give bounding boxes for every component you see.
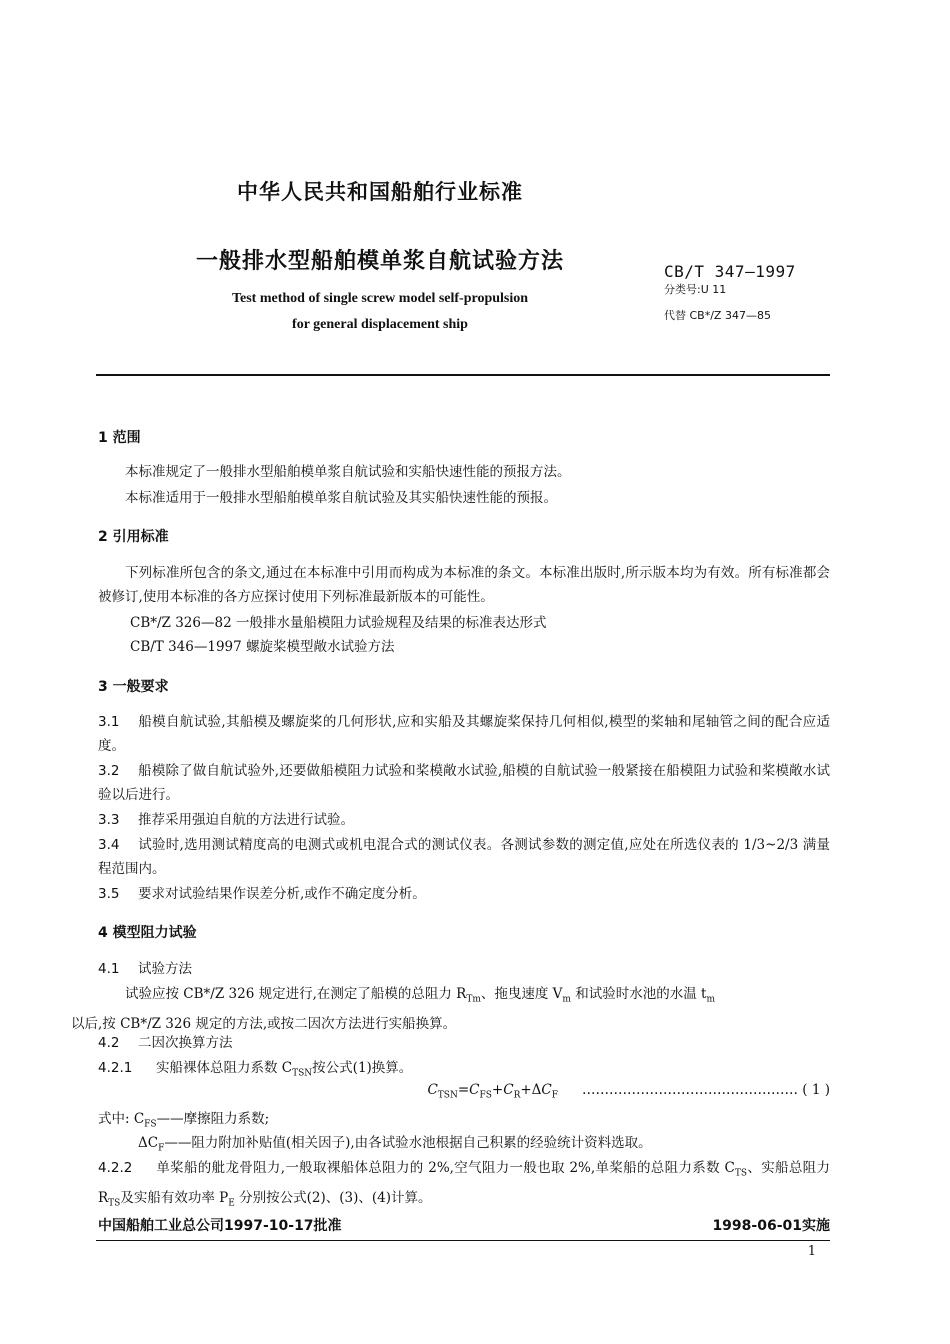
section-1-para-2: 本标准适用于一般排水型船舶模单浆自航试验及其实船快速性能的预报。 [125, 490, 557, 506]
section-2-reference-1: CB*/Z 326—82 一般排水量船模阻力试验规程及结果的标准表达形式 [130, 615, 547, 631]
clause-4-2-heading [98, 1031, 830, 1055]
classification-number: 分类号:U 11 [664, 283, 727, 296]
section-1-para-1: 本标准规定了一般排水型船舶模单浆自航试验和实船快速性能的预报方法。 [125, 464, 571, 480]
standard-org-title: 中华人民共和国船舶行业标准 [237, 180, 523, 204]
clause-number: 3.1 [98, 714, 120, 730]
page-number: 1 [807, 1244, 816, 1259]
effective-date: 1998-06-01实施 [712, 1218, 830, 1234]
clause-text: 试验时,选用测试精度高的电测式或机电混合式的测试仪表。各测试参数的测定值,应处在所选仪表的 1/3~2/3 满量程范围内。 [98, 837, 830, 877]
clause-number: 3.4 [98, 837, 120, 853]
clause-3-4 [98, 833, 830, 881]
section-2-reference-2: CB/T 346—1997 螺旋桨模型敞水试验方法 [130, 639, 395, 655]
section-2-heading: 2 引用标准 [98, 529, 169, 545]
clause-4-2-1: 4.2.1 实船裸体总阻力系数 $C_{TSN}$按公式(1)换算。 [98, 1056, 830, 1086]
clause-number: 4.2.1 [98, 1060, 133, 1076]
clause-number: 4.2 [98, 1035, 120, 1051]
document-title-en-line2: for general displacement ship [292, 317, 468, 332]
clause-text: 船模除了做自航试验外,还要做船模阻力试验和桨模敞水试验,船模的自航试验一般紧接在船模阻力试验和桨模敞水试验以后进行。 [98, 763, 830, 803]
clause-4-1-text: 试验应按 CB*/Z 326 规定进行,在测定了船模的总阻力 $R_{Tm}$、拖曳速度 $V_m$ 和试验时水池的水温 $t_m$ 以后,按 CB*/Z 326 规定的方法,或按二因次方法进行实船换算。 [71, 986, 716, 1032]
section-3-heading: 3 一般要求 [98, 679, 169, 695]
section-1-heading: 1 范围 [98, 430, 141, 446]
clause-3-3 [98, 808, 830, 832]
clause-number: 3.5 [98, 886, 120, 902]
clause-text: 推荐采用强迫自航的方法进行试验。 [138, 812, 354, 828]
document-title-cn: 一般排水型船舶模单浆自航试验方法 [195, 249, 564, 274]
clause-number: 3.3 [98, 812, 120, 828]
clause-number: 4.1 [98, 961, 120, 977]
footer-divider [96, 1240, 830, 1241]
replaces-standard: 代替 CB*/Z 347—85 [664, 309, 771, 322]
clause-title: 二因次换算方法 [138, 1035, 233, 1051]
header-divider [96, 374, 830, 376]
clause-text: 要求对试验结果作误差分析,或作不确定度分析。 [138, 886, 426, 902]
clause-4-2-2: 4.2.2 单桨船的舭龙骨阻力,一般取裸船体总阻力的 2%,空气阻力一般也取 2%,单桨船的总阻力系数 $C_{TS}$、实船总阻力 $R_{TS}$及实船有效功率 $P_E$ 分别按公式(2)、(3)、(4)计算。 [98, 1156, 830, 1215]
formula-1-number: ………………………………………… ( 1 ) [582, 1082, 830, 1098]
clause-3-1 [98, 710, 830, 758]
document-title-en-line1: Test method of single screw model self-propulsion [231, 291, 529, 306]
section-2-para: 下列标准所包含的条文,通过在本标准中引用而构成为本标准的条文。本标准出版时,所示版本均为有效。所有标准都会被修订,使用本标准的各方应探讨使用下列标准最新版本的可能性。 [98, 565, 830, 605]
standard-code: CB/T 347—1997 [664, 262, 796, 281]
clause-number: 4.2.2 [98, 1160, 133, 1176]
clause-title: 试验方法 [138, 961, 192, 977]
clause-text: 船模自航试验,其船模及螺旋桨的几何形状,应和实船及其螺旋桨保持几何相似,模型的桨轴和尾轴管之间的配合应适度。 [98, 714, 830, 754]
where-line-1: 式中: $C_{FS}——$摩擦阻力系数; [98, 1111, 270, 1130]
clause-number: 3.2 [98, 763, 120, 779]
clause-4-1-heading [98, 957, 830, 981]
section-4-heading: 4 模型阻力试验 [98, 925, 197, 941]
clause-3-5 [98, 882, 830, 906]
approval-date: 中国船舶工业总公司1997-10-17批准 [98, 1218, 342, 1234]
clause-3-2 [98, 759, 830, 807]
where-line-2: $\Delta C_F——$阻力附加补贴值(相关因子),由各试验水池根据自己积累的经验统计资料选取。 [138, 1135, 652, 1154]
formula-1: $C_{TSN}=C_{FS}+C_R+\Delta C_F$ ………………………………………… ( 1 ) [427, 1082, 830, 1101]
